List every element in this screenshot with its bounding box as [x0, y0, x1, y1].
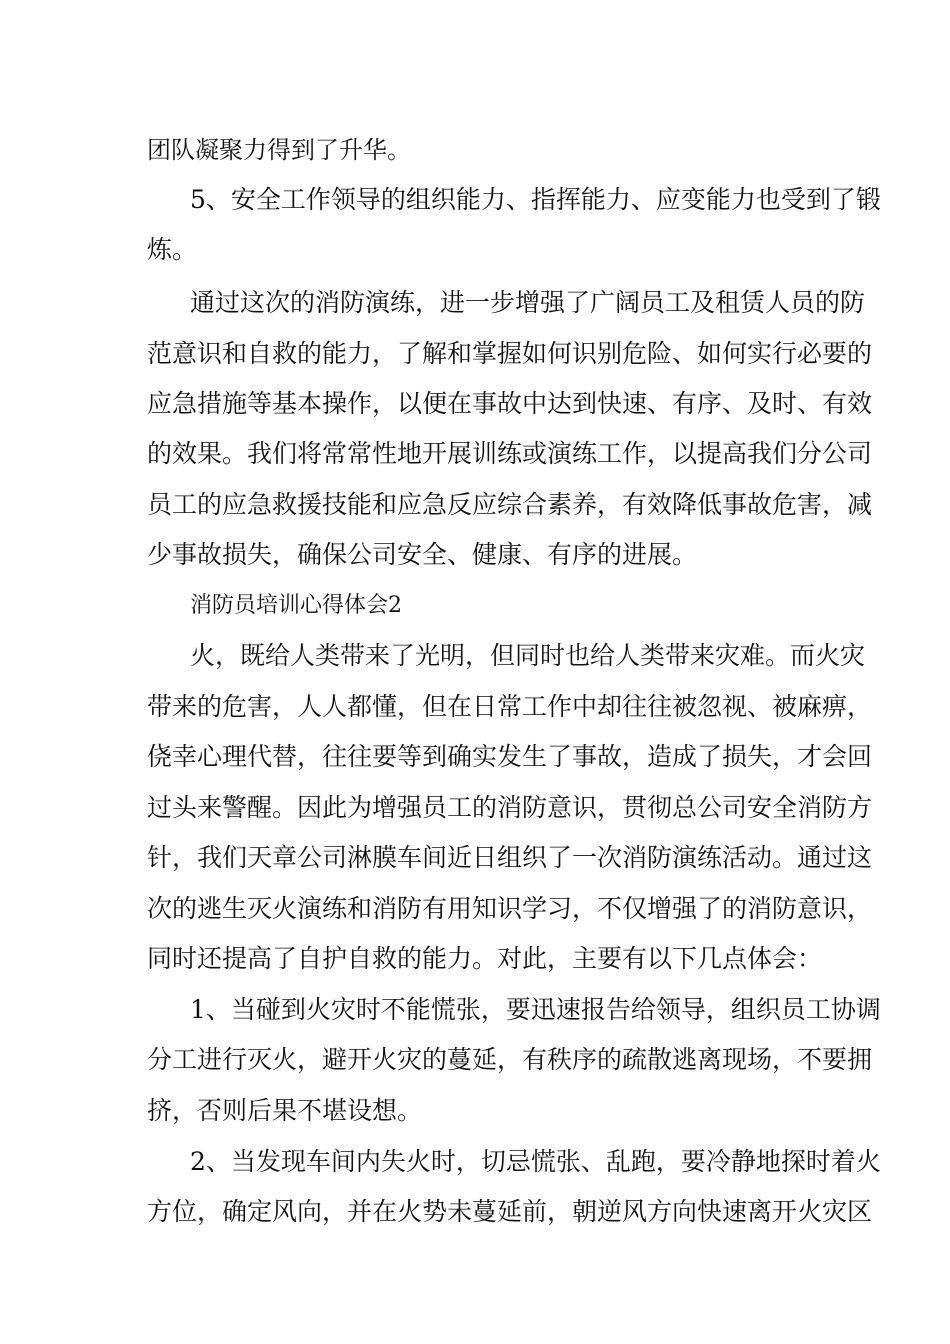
section-heading: 消防员培训心得体会2 [190, 593, 402, 618]
text-line: 次的逃生灭火演练和消防有用知识学习，不仅增强了的消防意识， [147, 894, 873, 923]
text-line: 2、当发现车间内失火时，切忌慌张、乱跑，要冷静地探时着火 [190, 1147, 881, 1176]
text-line: 团队凝聚力得到了升华。 [147, 136, 411, 164]
text-line: 方位，确定风向，并在火势未蔓延前，朝逆风方向快速离开火灾区 [147, 1197, 873, 1226]
text-line: 过头来警醒。因此为增强员工的消防意识，贯彻总公司安全消防方 [147, 793, 873, 822]
text-line: 炼。 [147, 235, 198, 264]
text-line: 分工进行灭火，避开火灾的蔓延，有秩序的疏散逃离现场，不要拥 [147, 1045, 873, 1074]
text-line: 挤，否则后果不堪设想。 [147, 1096, 423, 1125]
text-line: 的效果。我们将常常性地开展训练或演练工作，以提高我们分公司 [147, 439, 873, 468]
text-line: 5、安全工作领导的组织能力、指挥能力、应变能力也受到了锻 [190, 185, 881, 214]
text-line: 带来的危害，人人都懂，但在日常工作中却往往被忽视、被麻痹， [147, 692, 873, 721]
text-line: 同时还提高了自护自救的能力。对此，主要有以下几点体会： [147, 944, 823, 973]
text-line: 侥幸心理代替，往往要等到确实发生了事故，造成了损失，才会回 [147, 742, 873, 771]
text-line: 应急措施等基本操作，以便在事故中达到快速、有序、及时、有效 [147, 389, 873, 418]
text-line: 员工的应急救援技能和应急反应综合素养，有效降低事故危害，减 [147, 490, 873, 519]
text-line: 针，我们天章公司淋膜车间近日组织了一次消防演练活动。通过这 [147, 843, 873, 872]
text-line: 火，既给人类带来了光明，但同时也给人类带来灾难。而火灾 [190, 641, 866, 670]
text-line: 1、当碰到火灾时不能慌张，要迅速报告给领导，组织员工协调 [190, 995, 881, 1024]
text-line: 少事故损失，确保公司安全、健康、有序的进展。 [147, 540, 698, 569]
text-line: 通过这次的消防演练，进一步增强了广阔员工及租赁人员的防 [190, 288, 866, 317]
text-line: 范意识和自救的能力，了解和掌握如何识别危险、如何实行必要的 [147, 339, 873, 368]
